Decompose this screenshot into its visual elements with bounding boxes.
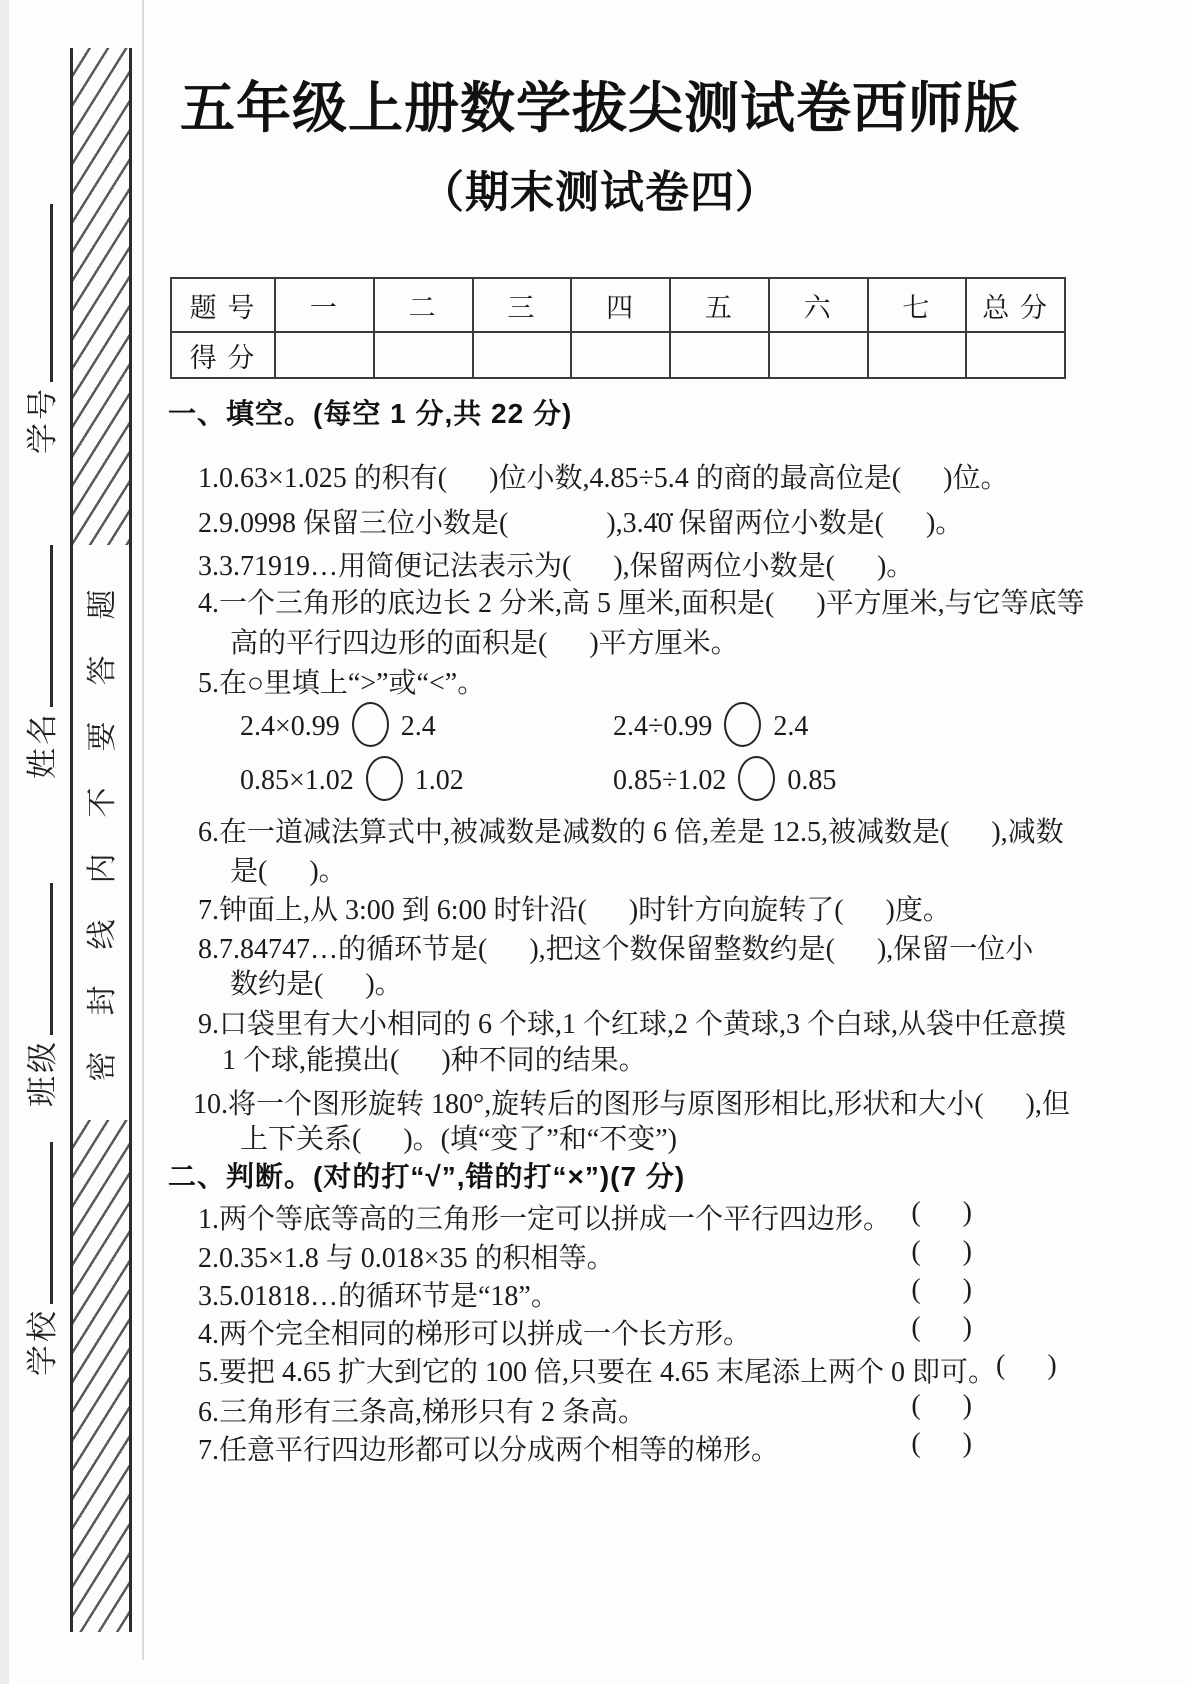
- score-table-score-row: [171, 332, 1065, 378]
- comparison-circle: [738, 756, 775, 801]
- section-1-heading: 一、填空。(每空 1 分,共 22 分): [168, 398, 573, 429]
- fill-q9-line1: 9.口袋里有大小相同的 6 个球,1 个红球,2 个黄球,3 个白球,从袋中任意摸: [198, 1009, 1067, 1040]
- fill-q7: 7.钟面上,从 3:00 到 6:00 时针沿( )时针方向旋转了( )度。: [198, 895, 951, 926]
- comparison-row1-right: [613, 702, 808, 747]
- judge-text: 1.两个等底等高的三角形一定可以拼成一个平行四边形。: [198, 1204, 892, 1235]
- judge-q4: [198, 1312, 972, 1352]
- school-field: [14, 1142, 60, 1376]
- student-number-blank-line: [14, 204, 53, 382]
- judge-text: 3.5.01818…的循环节是“18”。: [198, 1281, 559, 1312]
- seal-hatch-top: [73, 48, 129, 545]
- col-4: 四: [571, 278, 670, 332]
- score-table-header-row: [171, 278, 1065, 332]
- col-3: 三: [473, 278, 572, 332]
- score-table: [170, 277, 1066, 379]
- section-2-heading: 二、判断。(对的打“√”,错的打“×”)(7 分): [168, 1161, 686, 1192]
- cmp-expr: 2.4×0.99: [240, 711, 340, 742]
- fill-q3: 3.3.71919…用简便记法表示为( ),保留两位小数是( )。: [198, 551, 915, 582]
- student-info-margin: [6, 0, 68, 1684]
- fill-q4-line1: 4.一个三角形的底边长 2 分米,高 5 厘米,面积是( )平方厘米,与它等底等: [198, 588, 1085, 619]
- judge-q2: [198, 1236, 972, 1276]
- judge-text: 2.0.35×1.8 与 0.018×35 的积相等。: [198, 1243, 615, 1274]
- paper-title: 五年级上册数学拔尖测试卷西师版: [179, 77, 1020, 139]
- student-number-label: 学号: [25, 386, 60, 454]
- comparison-row1-left: [240, 702, 436, 747]
- name-blank-line: [14, 545, 53, 707]
- answer-parens: ( ): [996, 1350, 1057, 1381]
- paper-subtitle: （期末测试卷四）: [420, 168, 780, 217]
- score-cell: [769, 332, 868, 378]
- fold-line: [142, 0, 144, 1660]
- answer-parens: ( ): [911, 1197, 972, 1228]
- answer-parens: ( ): [911, 1236, 972, 1267]
- comparison-row2-right: [613, 756, 836, 801]
- comparison-circle: [366, 756, 403, 801]
- score-cell: [374, 332, 473, 378]
- class-label: 班级: [25, 1039, 60, 1107]
- fill-q6-line1: 6.在一道减法算式中,被减数是减数的 6 倍,差是 12.5,被减数是( ),减数: [198, 817, 1064, 848]
- answer-parens: ( ): [911, 1312, 972, 1343]
- col-2: 二: [374, 278, 473, 332]
- score-cell: [966, 332, 1065, 378]
- question-number-label: 题 号: [171, 278, 275, 332]
- fill-q10-line1: 10.将一个图形旋转 180°,旋转后的图形与原图形相比,形状和大小( ),但: [193, 1089, 1070, 1120]
- cmp-value: 1.02: [414, 765, 464, 796]
- score-label: 得 分: [171, 332, 275, 378]
- judge-q5: [198, 1350, 1057, 1390]
- cmp-value: 2.4: [400, 711, 436, 742]
- fill-q6-line2: 是( )。: [230, 856, 347, 887]
- fill-q4-line2: 高的平行四边形的面积是( )平方厘米。: [230, 628, 739, 659]
- school-label: 学校: [25, 1308, 60, 1376]
- judge-text: 6.三角形有三条高,梯形只有 2 条高。: [198, 1397, 647, 1428]
- cmp-value: 2.4: [773, 711, 809, 742]
- fill-q10-line2: 上下关系( )。(填“变了”和“不变”): [240, 1124, 678, 1155]
- judge-text: 5.要把 4.65 扩大到它的 100 倍,只要在 4.65 末尾添上两个 0 即可。: [198, 1357, 997, 1388]
- score-cell: [868, 332, 967, 378]
- name-field: [14, 545, 60, 779]
- judge-q6: [198, 1390, 972, 1430]
- seal-hatch-bottom: [73, 1120, 129, 1632]
- student-number-field: [14, 204, 60, 454]
- judge-q7: [198, 1428, 972, 1468]
- comparison-row2-left: [240, 756, 464, 801]
- col-total: 总 分: [966, 278, 1065, 332]
- class-field: [14, 883, 60, 1107]
- name-label: 姓名: [25, 711, 60, 779]
- seal-warning-text: 密封线内不要答题: [86, 553, 119, 1082]
- comparison-circle: [352, 702, 389, 747]
- judge-text: 7.任意平行四边形都可以分成两个相等的梯形。: [198, 1435, 780, 1466]
- fill-q8-line2: 数约是( )。: [230, 969, 403, 1000]
- cmp-expr: 0.85×1.02: [240, 765, 354, 796]
- seal-text-area: [73, 545, 129, 1120]
- class-blank-line: [14, 883, 53, 1035]
- col-1: 一: [275, 278, 374, 332]
- seal-band: [70, 48, 132, 1632]
- cmp-expr: 0.85÷1.02: [613, 765, 727, 796]
- cmp-expr: 2.4÷0.99: [613, 711, 713, 742]
- judge-text: 4.两个完全相同的梯形可以拼成一个长方形。: [198, 1319, 752, 1350]
- fill-q8-line1: 8.7.84747…的循环节是( ),把这个数保留整数约是( ),保留一位小: [198, 934, 1034, 965]
- cmp-value: 0.85: [787, 765, 837, 796]
- fill-q9-line2: 1 个球,能摸出( )种不同的结果。: [222, 1045, 647, 1076]
- answer-parens: ( ): [911, 1390, 972, 1421]
- score-cell: [670, 332, 769, 378]
- answer-parens: ( ): [911, 1274, 972, 1305]
- fill-q1: 1.0.63×1.025 的积有( )位小数,4.85÷5.4 的商的最高位是( )位。: [198, 463, 1009, 494]
- comparison-circle: [724, 702, 761, 747]
- school-blank-line: [14, 1142, 53, 1304]
- judge-q3: [198, 1274, 972, 1314]
- score-cell: [473, 332, 572, 378]
- col-5: 五: [670, 278, 769, 332]
- score-cell: [571, 332, 670, 378]
- fill-q2: 2.9.0998 保留三位小数是( ),3.4̇0̇ 保留两位小数是( )。: [198, 508, 964, 539]
- judge-q1: [198, 1197, 972, 1237]
- col-7: 七: [868, 278, 967, 332]
- fill-q5-heading: 5.在○里填上“>”或“<”。: [198, 668, 486, 699]
- answer-parens: ( ): [911, 1428, 972, 1459]
- col-6: 六: [769, 278, 868, 332]
- score-cell: [275, 332, 374, 378]
